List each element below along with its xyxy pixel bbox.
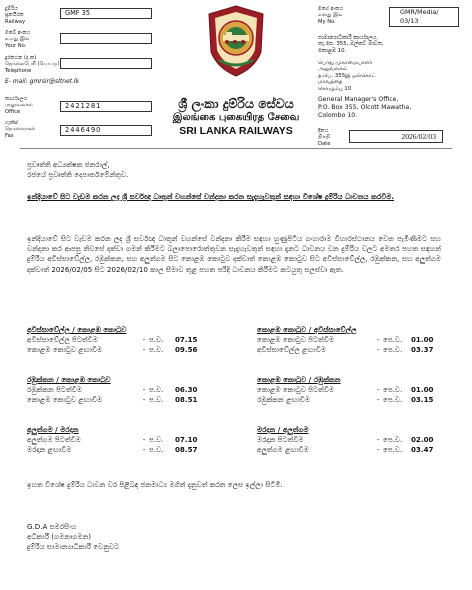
signature-block — [27, 522, 119, 553]
telephone-field — [60, 58, 152, 69]
your-no-field — [60, 33, 152, 44]
your-no-label: ඔබේ අංකය உமது இல Your No. — [5, 30, 31, 49]
address-tamil: பொது முகாமையாளர் அலுவலகம் த.பெ. 355இ ஒல்கொட் மாவத்தை கொழும்பு 10 — [318, 60, 376, 92]
railway-ref-field: GMF 35 — [60, 8, 152, 19]
schedule-title: මරදාන / අලුත්ගම — [257, 425, 309, 434]
recipient-block: ප්‍රවෘත්ති අධ්‍යක්ෂක ජනරාල්, රජයේ ප්‍රවෘත්ති දෙපාර්තමේන්තුව. — [27, 160, 129, 180]
fax-field: 2446490 — [60, 125, 152, 136]
schedule-title: අලුත්ගම / මරදාන — [27, 425, 79, 434]
my-no-label: මගේ අංකය எனது இல My No. — [318, 6, 344, 25]
office-label: කාර්යාලය அலுவலகம் Office — [5, 96, 33, 115]
date-label: දිනය திகதி Date — [318, 128, 331, 147]
railway-emblem-logo — [205, 4, 267, 78]
schedule-aluthgama-maradana: අලුත්ගම / මරදාන අලුත්ගම පිටත්වීම - ප.ව. 07.10 මරදාන ළඟාවීම - ප.ව. 08.57 — [27, 425, 207, 456]
schedule-colombo-rambukkana: කොළඹ කොටුව / රඹුක්කන කොළඹ කොටුව පිටත්වීම - පෙ.ව. 01.00 රඹුක්කන ළඟාවීම - පෙ.ව. 03.15 — [257, 375, 447, 406]
schedule-title: රඹුක්කන / කොළඹ කොටුව — [27, 375, 111, 384]
signatory-behalf: දුම්රිය සාමාන්‍යාධිකාරී වෙනුවට — [27, 542, 120, 552]
schedule-avissawella-colombo: අවිස්සාවේල්ල / කොළඹ කොටුව අවිස්සාවේල්ල පිටත්වීම - ප.ව. 07.15 කොළඹ කොටුව ළඟාවීම - ප.ව. 09.56 — [27, 325, 207, 356]
header-divider — [20, 148, 452, 149]
railway-label: දුම්රිය ප්‍රකයිරත Railway — [5, 6, 26, 25]
schedule-title: කොළඹ කොටුව / රඹුක්කන — [257, 375, 341, 384]
body-paragraph: ඉන්දියාවේ සිට වැඩම කරන ලද ශ්‍රී සර්වඥ ධාතූන් වහන්සේ වන්දනා කිරීම සඳහා හුණුපිටිය ගංගාරාම විහාරස්ථානය වෙත පැමිණීමට සහ වන්දනා කර ආපසු නිවසේ දක්වා ගමන් කිරීමට බලාපොරොත්තුවන සැදැහැවතුන් සඳහා දැනට ධාවනය වන දුම්රිය වලට අමතර පහත සඳහන් දුම්රිය අවිස්සාවේල්ල, රඹුක්කන, සහ අලුත්ගම සිට කොළඹ කොටුව දක්වාත් කොළඹ කොටුව සිට අවිස්සාවේල්ල, රඹුක්කන, සහ අලුත්ගම දක්වාත් 2026/02/05 සිට 2026/02/10 කාල සීමාව තුළ පහත පරිදි ධාවනය කිරීමට කටයුතු සලස්වා ඇත. — [27, 234, 441, 274]
closing-sentence: ඉහත විශේෂ දුම්රිය ධාවන වර පිළිබඳ ජනමාධ්‍ය මගින් දැනුවත් කරන ලෙස ඉල්ලා සිටිමි. — [27, 480, 283, 489]
email-text: E- mail: gmrsir@sltnet.lk — [5, 78, 80, 85]
address-sinhala: සාමාන්‍යාධිකාරී කාර්යාලය, තැ.පෙ. 355, ඔල්කට් මාවත, කොළඹ 10. — [318, 35, 384, 54]
title-sinhala: ශ්‍රී ලංකා දුම්රිය සේවය — [178, 96, 294, 111]
date-field: 2026/02/03 — [349, 130, 443, 143]
schedule-title: අවිස්සාවේල්ල / කොළඹ කොටුව — [27, 325, 127, 334]
address-english: General Manager's Office, P.O. Box 355, Olcott Mawatha, Colombo 10. — [318, 96, 412, 119]
subject-heading: ඉන්දියාවේ සිට වැඩම කරන ලද ශ්‍රී සර්වඥ ධාතූන් වහන්සේ වන්දනා කරන සැදැහැවතුන් සඳහා විශේෂ දුම්රිය ධාවනය කරවීම. — [27, 192, 395, 201]
schedule-rambukkana-colombo: රඹුක්කන / කොළඹ කොටුව රඹුක්කන පිටත්වීම - ප.ව. 06.30 කොළඹ කොටුව ළඟාවීම - ප.ව. 08.51 — [27, 375, 207, 406]
letterhead-title — [150, 96, 322, 138]
schedule-maradana-aluthgama: මරදාන / අලුත්ගම මරදාන පිටත්වීම - පෙ.ව. 02.00 අලුත්ගම ළඟාවීම - පෙ.ව. 03.47 — [257, 425, 447, 456]
signatory-title: අධිකාරී (ගමනාගමන) — [27, 532, 91, 542]
fax-label: ෆැක්ස් தொலைநகல் Fax — [5, 120, 36, 139]
schedule-colombo-avissawella: කොළඹ කොටුව / අවිස්සාවේල්ල කොළඹ කොටුව පිටත්වීම - පෙ.ව. 01.00 අවිස්සාවේල්ල ළඟාවීම - පෙ.ව. 03.37 — [257, 325, 447, 356]
schedule-title: කොළඹ කොටුව / අවිස්සාවේල්ල — [257, 325, 357, 334]
office-phone-field: 2421281 — [60, 101, 152, 112]
telephone-label: දුරකථන (ද.ක) தொலைபேசி (பொ.மு) Telephone — [5, 55, 60, 74]
signatory-name: G.D.A සමරසිංහ — [27, 522, 77, 531]
title-tamil: இலங்கை புகையிரத சேவை — [172, 112, 300, 123]
my-no-field: GMR/Media/ 03/13 — [389, 7, 459, 27]
title-english: SRI LANKA RAILWAYS — [179, 125, 293, 137]
